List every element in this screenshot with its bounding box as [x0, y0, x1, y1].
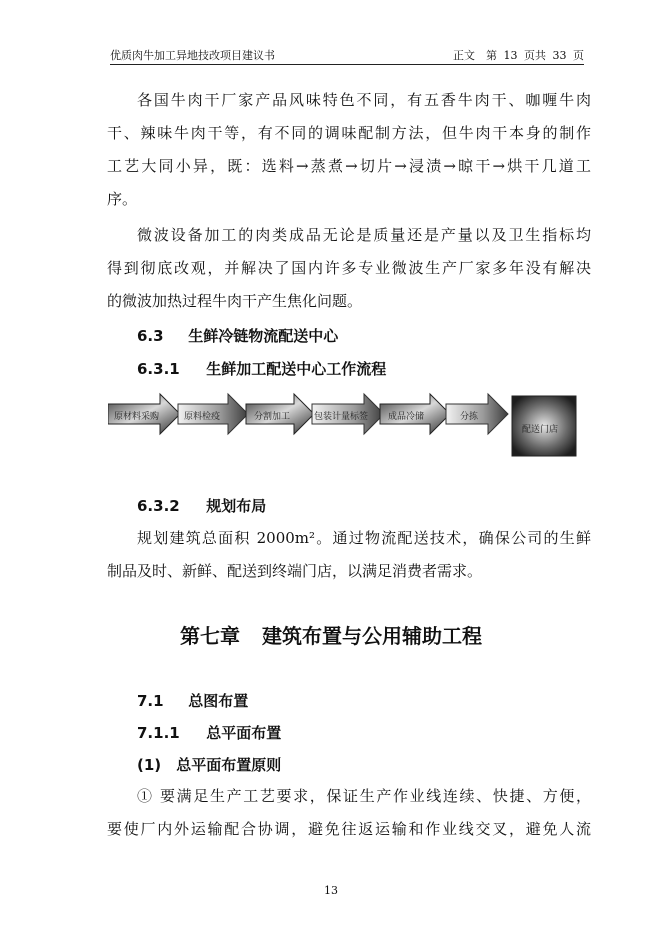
paragraph-layout-2	[107, 555, 591, 588]
heading-text: 总图布置	[188, 692, 249, 710]
chapter-name: 建筑布置与公用辅助工程	[262, 624, 482, 648]
paragraph-microwave-2	[107, 252, 591, 285]
paragraph-layout-1	[107, 522, 591, 555]
heading-7-1	[137, 690, 248, 711]
heading-text: 总平面布置	[206, 724, 282, 742]
line: 微波设备加工的肉类成品无论是质量还是产量以及卫生指标均	[137, 226, 591, 244]
line: 的微波加热过程牛肉干产生焦化问题。	[107, 292, 363, 310]
workflow-step-1: 原材料采购	[114, 412, 160, 422]
heading-number: 6.3.2	[137, 497, 180, 515]
workflow-arrows	[108, 392, 588, 460]
heading-text: 规划布局	[206, 497, 267, 515]
paragraph-microwave-3	[107, 285, 591, 318]
heading-number: 6.3.1	[137, 360, 180, 378]
heading-number: (1)	[137, 756, 162, 774]
line: 工艺大同小异，既：选料→蒸煮→切片→浸渍→晾干→烘干几道工	[107, 157, 591, 175]
paragraph-beef-jerky-3	[107, 183, 591, 216]
heading-6-3	[137, 325, 338, 346]
chapter-title	[0, 620, 662, 649]
paragraph-principle-1	[107, 780, 591, 813]
workflow-step-5: 成品冷储	[388, 412, 425, 422]
heading-number: 6.3	[137, 327, 164, 345]
heading-6-3-1	[137, 358, 386, 379]
line: 干、辣味牛肉干等，有不同的调味配制方法，但牛肉干本身的制作	[107, 124, 591, 142]
heading-number: 7.1	[137, 692, 164, 710]
workflow-step-2: 原料检疫	[184, 412, 221, 422]
heading-number: 7.1.1	[137, 724, 180, 742]
workflow-diagram	[108, 392, 588, 460]
line: 得到彻底改观，并解决了国内许多专业微波生产厂家多年没有解决	[107, 259, 591, 277]
paragraph-microwave-1	[107, 219, 591, 252]
line: 要使厂内外运输配合协调，避免往返运输和作业线交叉，避免人流	[107, 820, 591, 838]
header-page-info: 正文 第 13 页共 33 页	[453, 49, 584, 62]
page-header	[110, 44, 584, 65]
workflow-step-4: 包装计量标签	[314, 412, 369, 422]
line: 各国牛肉干厂家产品风味特色不同，有五香牛肉干、咖喱牛肉	[137, 91, 591, 109]
page-number: 13	[324, 884, 338, 897]
header-document-title: 优质肉牛加工异地技改项目建议书	[110, 49, 275, 62]
paragraph-beef-jerky-1	[107, 84, 591, 117]
heading-principles	[137, 754, 281, 775]
line: 序。	[107, 190, 138, 208]
workflow-step-3: 分割加工	[254, 412, 291, 422]
workflow-step-6: 分拣	[460, 412, 479, 422]
heading-text: 总平面布置原则	[176, 756, 282, 774]
paragraph-beef-jerky-2	[107, 117, 591, 183]
line: 制品及时、新鲜、配送到终端门店，以满足消费者需求。	[107, 562, 483, 580]
chapter-number: 第七章	[180, 624, 240, 648]
line: ① 要满足生产工艺要求，保证生产作业线连续、快捷、方便，	[137, 787, 591, 805]
workflow-step-7: 配送门店	[522, 425, 559, 435]
heading-7-1-1	[137, 722, 281, 743]
paragraph-principle-2	[107, 813, 591, 846]
heading-6-3-2	[137, 495, 266, 516]
line: 规划建筑总面积 2000m²。通过物流配送技术，确保公司的生鲜	[137, 529, 591, 547]
heading-text: 生鲜冷链物流配送中心	[188, 327, 339, 345]
heading-text: 生鲜加工配送中心工作流程	[206, 360, 387, 378]
